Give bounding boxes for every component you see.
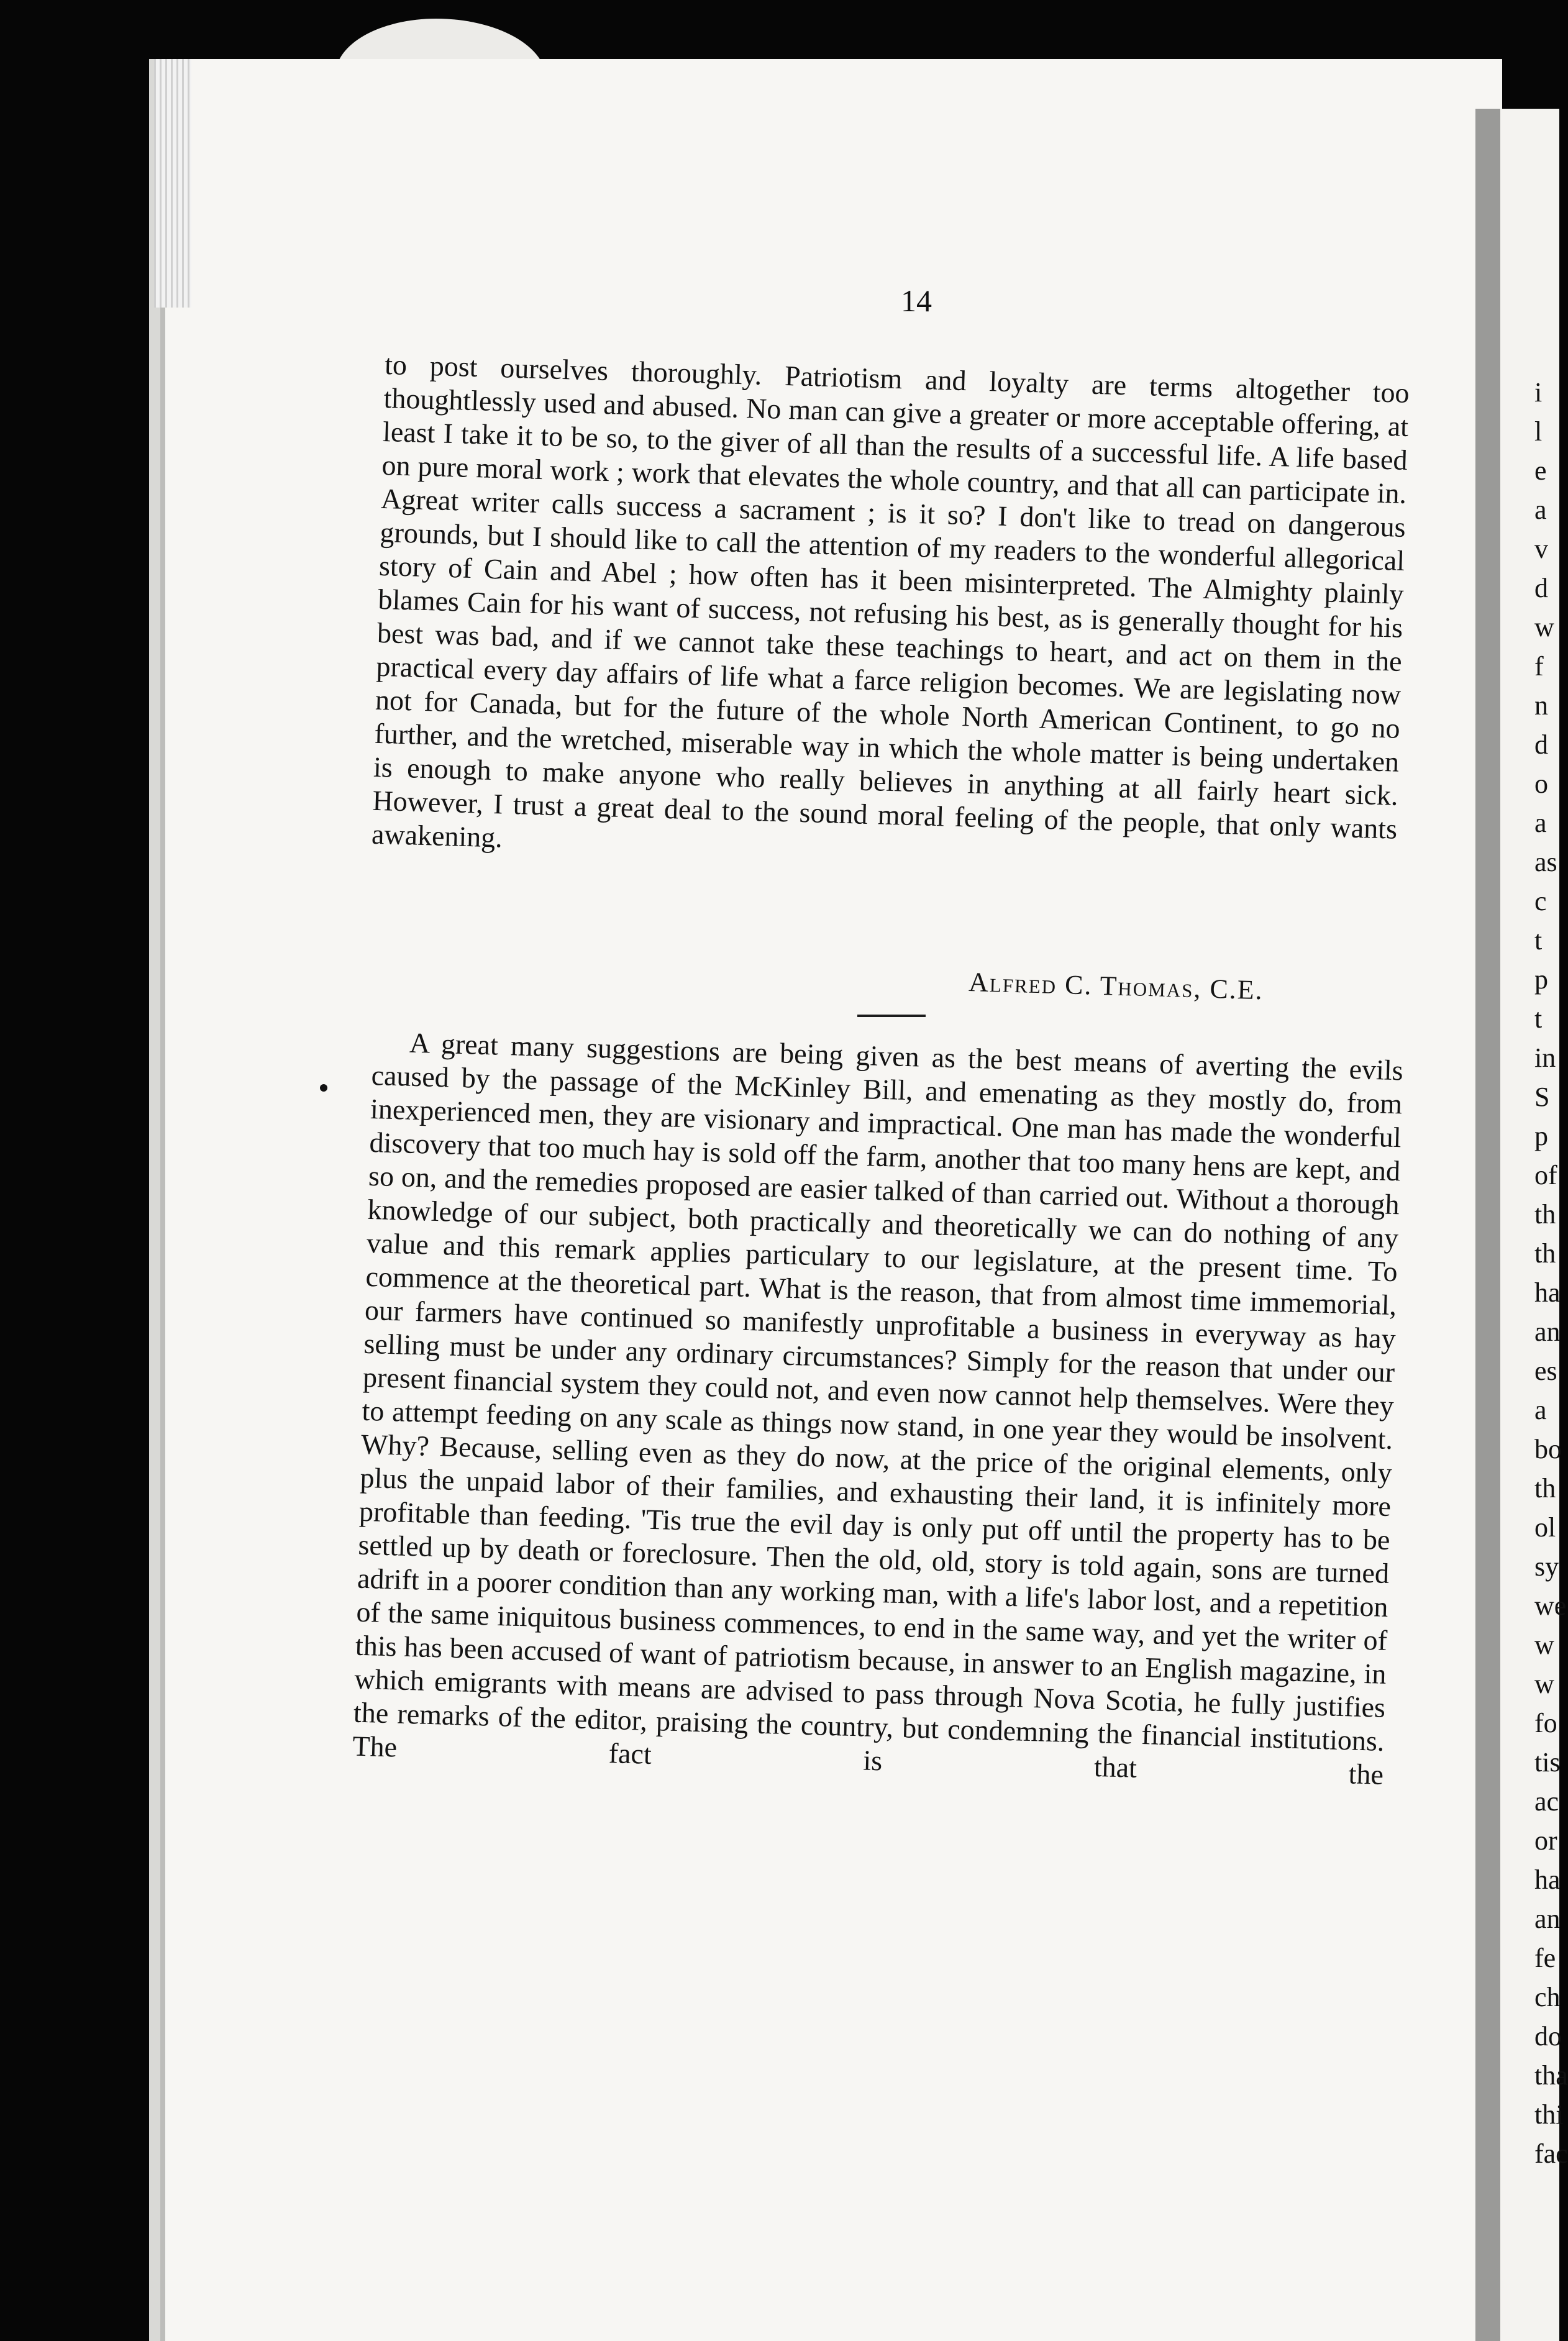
- book-gutter: [1475, 109, 1500, 2341]
- page-number: 14: [901, 283, 932, 318]
- page-edge-lines: [154, 59, 191, 308]
- paragraph-1-text: to post ourselves thoroughly. Patriotism and loyalty are terms altogether too thoughtlessly used and abused. No man can give a greater or more acceptable offering, at least I take it to be so, to the giver of all than the results of a successful life. A life based on pure moral work ; work that elevates the whole country, and that all can participate in. Agreat writer calls success a sacrament ; is it so? I don't like to tread on dangerous grounds, but I should like to call the attention of my readers to the wonderful allegorical story of Cain and Abel ; how often has it been misinterpreted. The Almighty plainly blames Cain for his want of success, not refusing his best, as is generally thought for his best was bad, and if we cannot take these teachings to heart, and act on them in the practical every day affairs of life what a farce religion becomes. We are legislating now not for Canada, but for the future of the whole North American Continent, to go no further, and the wretched, miserable way in which the whole matter is being undertaken is enough to make anyone who really believes in anything at all fairly heart sick. However, I trust a great deal to the sound moral feeling of the people, that only wants awakening.: [371, 348, 1410, 854]
- section-divider: [857, 1015, 926, 1017]
- paragraph-1: [371, 348, 1410, 880]
- margin-dot-mark: [320, 1084, 327, 1092]
- facing-page-text-fragments: i l e a v d w f n d o a as c t p t in S p of th th ha an es a bo th ol sy we w w fo tis ac or ha an fe ch do tha thi fac: [1534, 377, 1568, 2169]
- paragraph-2-text: A great many suggestions are being given as the best means of averting the evils caused by the passage of the McKinley Bill, and emenating as they mostly do, from inexperienced men, they are visionary and impractical. One man has made the wonderful discovery that too much hay is sold off the farm, another that too many hens are kept, and so on, and the remedies proposed are easier talked of than carried out. Without a thorough knowledge of our subject, both practically and theoretically we can do nothing of any value and this remark applies particulary to our legislature, at the present time. To commence at the theoretical part. What is the reason, that from almost time immemorial, our farmers have continued so manifestly unprofitable a business in everyway as hay selling must be under any ordinary circumstances? Simply for the reason that under our present financial system they could not, and even now cannot help themselves. Were they to attempt feeding on any scale as things now stand, in one year they would be insolvent. Why? Because, selling even as they do now, at the price of the original elements, only plus the unpaid labor of their families, and exhausting their land, it is infinitely more profitable than feeding. 'Tis true the evil day is only put off until the property has to be settled up by death or foreclosure. Then the old, old, story is told again, sons are turned adrift in a poorer condition than any working man, with a life's labor lost, and a repetition of the same iniquitous business commences, to end in the same way, and yet the writer of this has been accused of want of patriotism because, in answer to an English magazine, in which emigrants with means are advised to pass through Nova Scotia, he fully justifies the remarks of the editor, praising the country, but condemning the financial institutions. The fact is that the: [352, 1026, 1404, 1791]
- author-signature: Alfred C. Thomas, C.E.: [968, 966, 1264, 1006]
- paragraph-2: [352, 1025, 1404, 1792]
